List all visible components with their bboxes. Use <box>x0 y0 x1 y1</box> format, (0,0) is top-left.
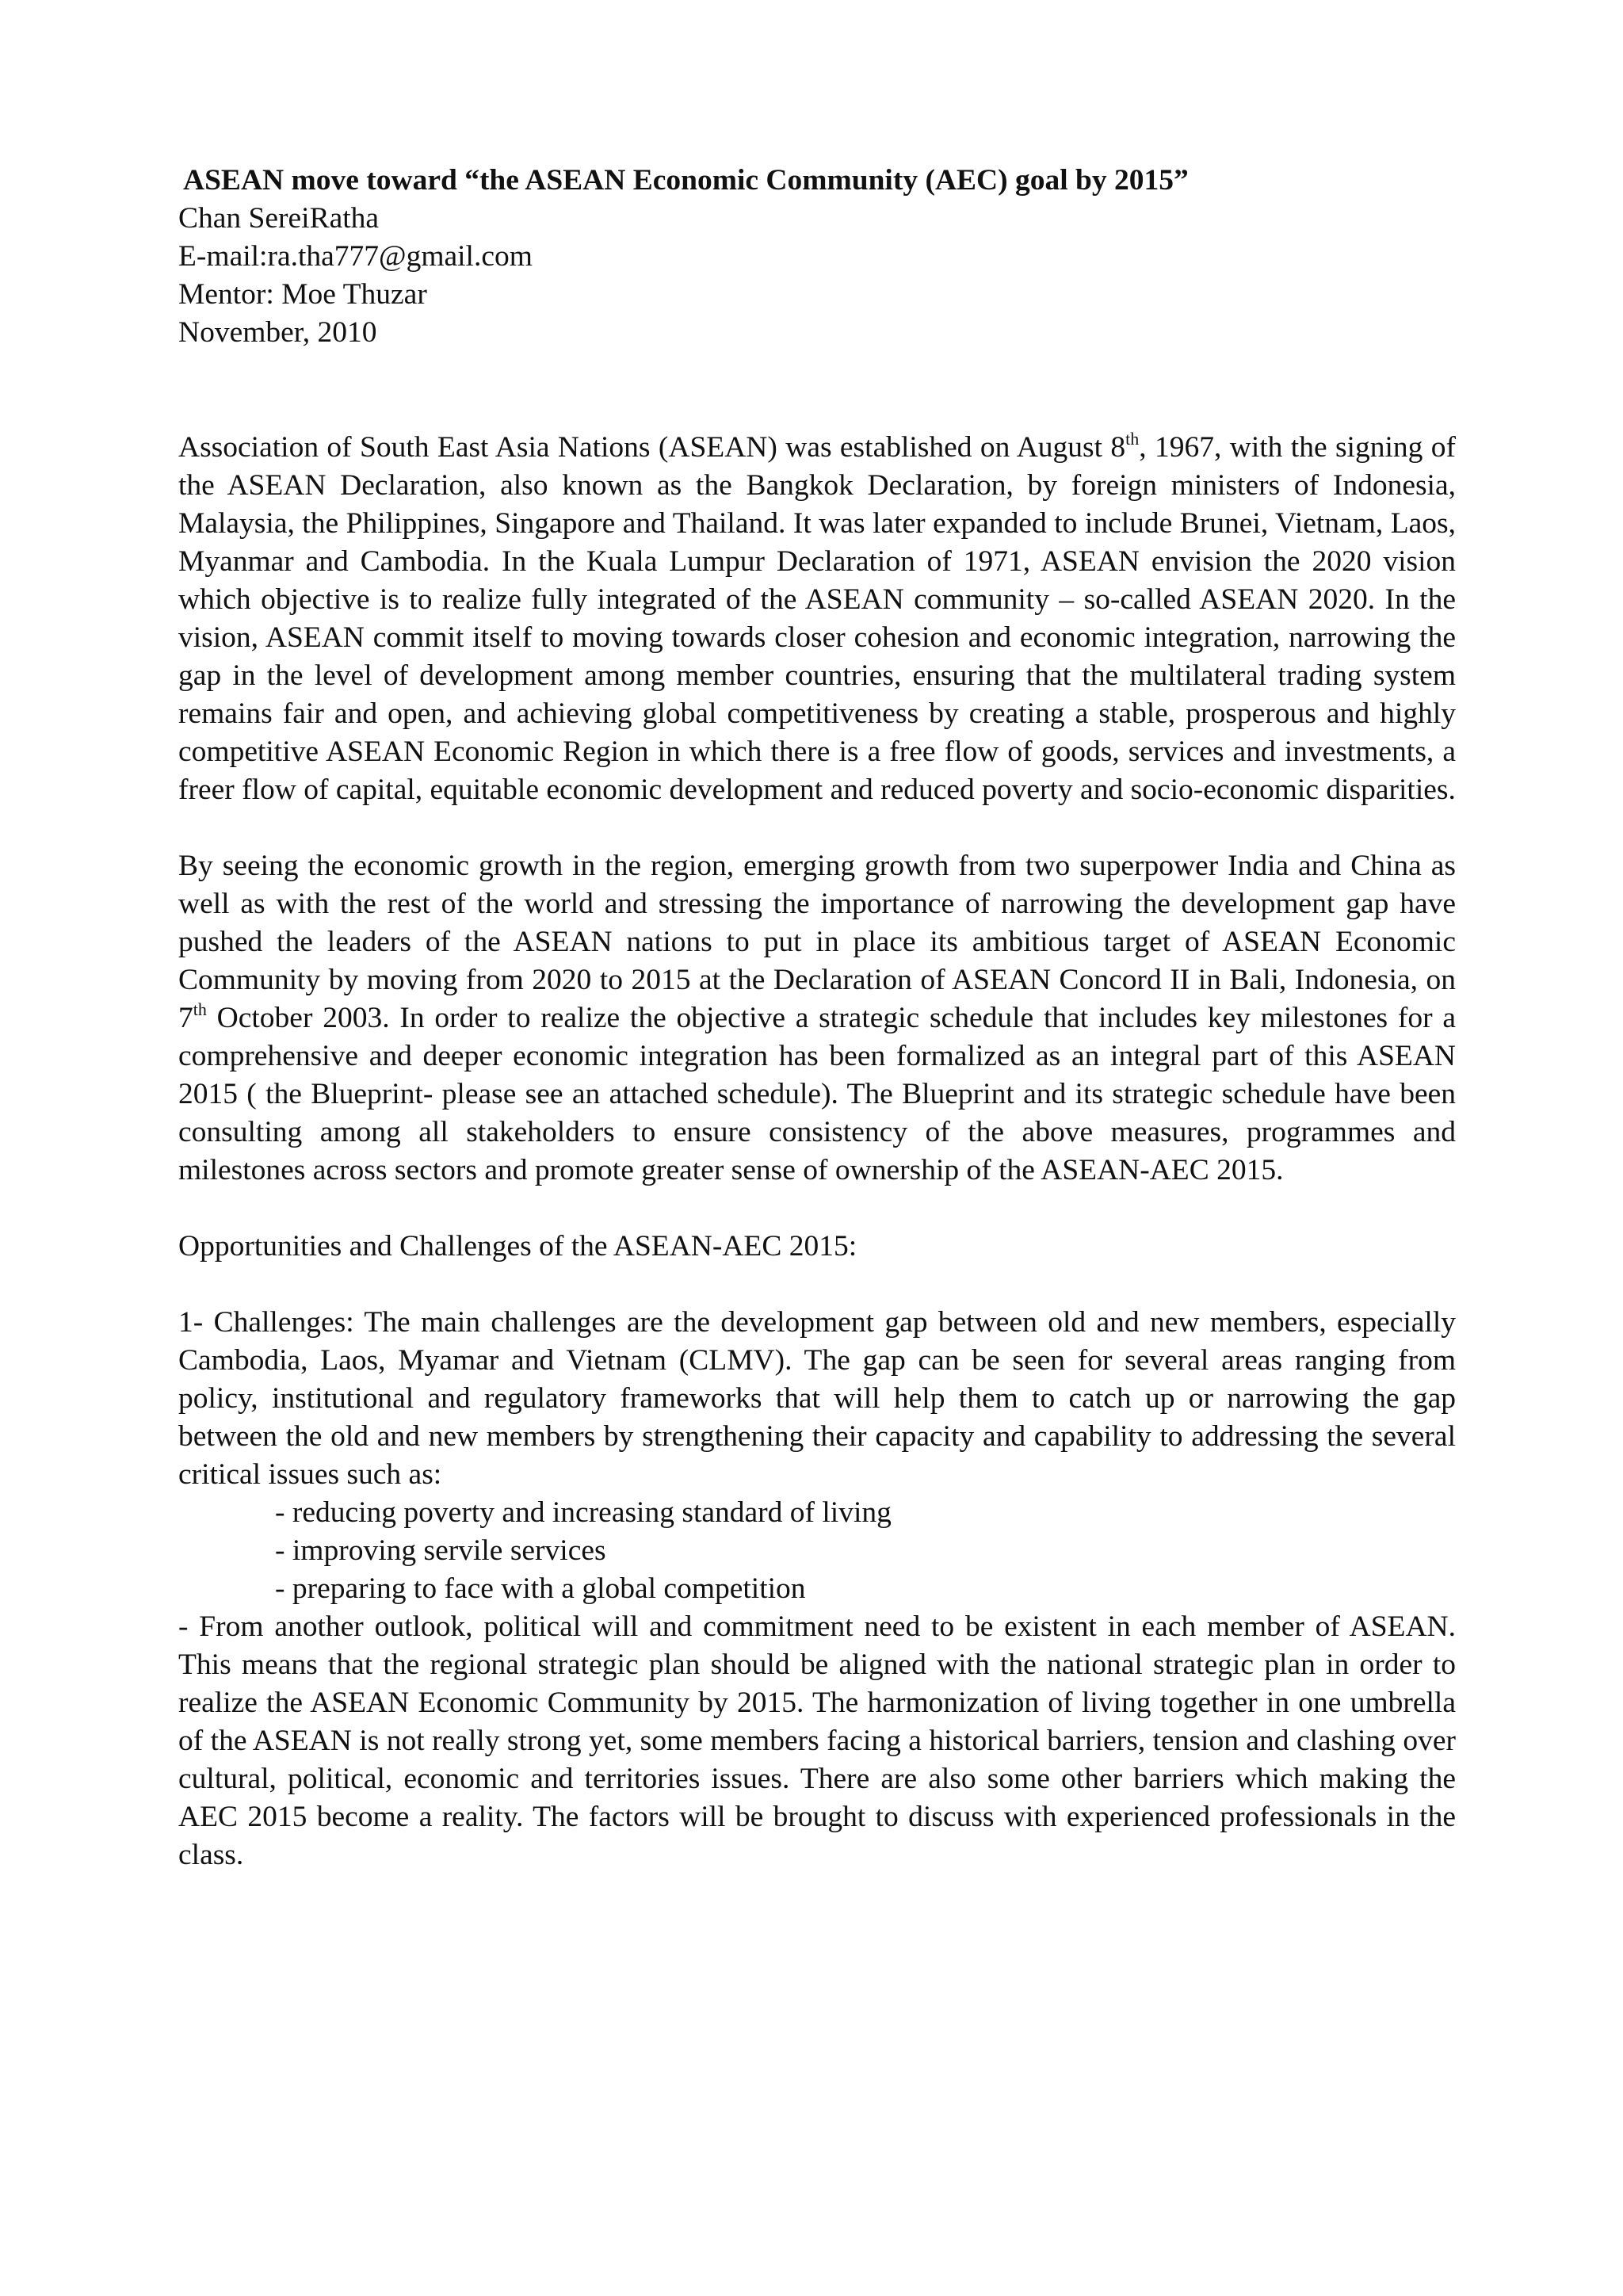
spacer <box>178 1266 1456 1304</box>
paragraph-asean-history-text-1: Association of South East Asia Nations (ASEAN) was established on August 8 <box>178 431 1126 464</box>
paragraph-challenges: 1- Challenges: The main challenges are the development gap between old and new members, especially Cambodia, Laos, Myamar and Vietnam (CLMV). The gap can be seen for several areas ranging from policy, institutional and regulatory frameworks that will help them to catch up or narrowing the gap between the old and new members by strengthening their capacity and capability to addressing the several critical issues such as: <box>178 1306 1456 1491</box>
paragraph-asean-history <box>178 429 1456 809</box>
list-item: - reducing poverty and increasing standard of living <box>275 1496 892 1529</box>
paragraph-aec-target <box>178 847 1456 1190</box>
superscript-th: th <box>193 999 207 1019</box>
paragraph-aec-target-text-2: October 2003. In order to realize the objective a strategic schedule that includes key milestones for a comprehensive and deeper economic integration has been formalized as an integral part of this ASEAN 2015 ( the Blueprint- please see an attached schedule). The Blueprint and its strategic schedule have been consulting among all stakeholders to ensure consistency of the above measures, programmes and milestones across sectors and promote greater sense of ownership of the ASEAN-AEC 2015. <box>178 1002 1456 1186</box>
paragraph-asean-history-text-2: , 1967, with the signing of the ASEAN Declaration, also known as the Bangkok Declaration, by foreign ministers of Indonesia, Malaysia, the Philippines, Singapore and Thailand. It was later expanded to include Brunei, Vietnam, Laos, Myanmar and Cambodia. In the Kuala Lumpur Declaration of 1971, ASEAN envision the 2020 vision which objective is to realize fully integrated of the ASEAN community – so-called ASEAN 2020. In the vision, ASEAN commit itself to moving towards closer cohesion and economic integration, narrowing the gap in the level of development among member countries, ensuring that the multilateral trading system remains fair and open, and achieving global competitiveness by creating a stable, prosperous and highly competitive ASEAN Economic Region in which there is a free flow of goods, services and investments, a freer flow of capital, equitable economic development and reduced poverty and socio-economic disparities. <box>178 431 1456 806</box>
document-header <box>178 162 1456 352</box>
document-page <box>178 162 1456 1874</box>
challenge-list <box>178 1494 1456 1608</box>
list-item: - preparing to face with a global competition <box>275 1572 806 1605</box>
mentor-line: Mentor: Moe Thuzar <box>178 278 427 311</box>
author-email: E-mail:ra.tha777@gmail.com <box>178 240 533 273</box>
author-name: Chan SereiRatha <box>178 202 380 235</box>
section-heading: Opportunities and Challenges of the ASEAN-AEC 2015: <box>178 1230 857 1263</box>
spacer <box>178 809 1456 847</box>
paragraph-aec-target-text-1: By seeing the economic growth in the region, emerging growth from two superpower India and China as well as with the rest of the world and stressing the importance of narrowing the development gap have pushed the leaders of the ASEAN nations to put in place its ambitious target of ASEAN Economic Community by moving from 2020 to 2015 at the Declaration of ASEAN Concord II in Bali, Indonesia, on 7 <box>178 850 1456 1034</box>
spacer <box>178 1190 1456 1228</box>
superscript-th: th <box>1125 429 1140 449</box>
document-title: ASEAN move toward “the ASEAN Economic Community (AEC) goal by 2015” <box>183 164 1189 197</box>
list-item: - improving servile services <box>275 1534 606 1567</box>
spacer <box>178 352 1456 429</box>
paragraph-political-will: - From another outlook, political will and commitment need to be existent in each member of ASEAN. This means that the regional strategic plan should be aligned with the national strategic plan in order to realize the ASEAN Economic Community by 2015. The harmonization of living together in one umbrella of the ASEAN is not really strong yet, some members facing a historical barriers, tension and clashing over cultural, political, economic and territories issues. There are also some other barriers which making the AEC 2015 become a reality. The factors will be brought to discuss with experienced professionals in the class. <box>178 1610 1456 1871</box>
document-date: November, 2010 <box>178 316 377 349</box>
